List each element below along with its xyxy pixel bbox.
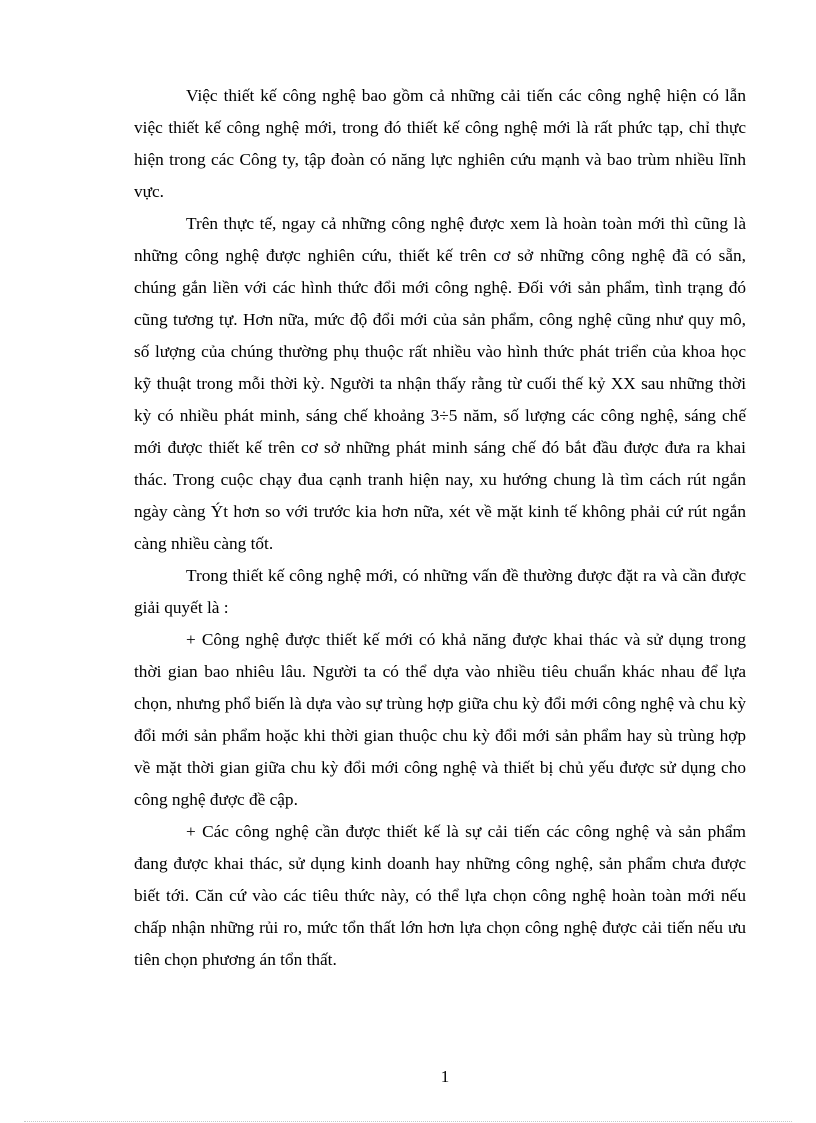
document-body xyxy=(134,80,746,976)
paragraph-4: + Công nghệ được thiết kế mới có khả năng được khai thác và sử dụng trong thời gian bao nhiêu lâu. Người ta có thể dựa vào nhiều tiêu chuẩn khác nhau để lựa chọn, nhưng phổ biến là dựa vào sự trùng hợp giữa chu kỳ đổi mới công nghệ và chu kỳ đổi mới sản phẩm hoặc khi thời gian thuộc chu kỳ đổi mới sản phẩm hay sù trùng hợp về mặt thời gian giữa chu kỳ đổi mới công nghệ và thiết bị chủ yếu được sử dụng cho công nghệ được đề cập. xyxy=(134,630,746,809)
page-number: 1 xyxy=(440,1067,450,1086)
paragraph-2: Trên thực tế, ngay cả những công nghệ được xem là hoàn toàn mới thì cũng là những công nghệ được nghiên cứu, thiết kế trên cơ sở những công nghệ đã có sẵn, chúng gắn liền với các hình thức đổi mới công nghệ. Đối với sản phẩm, tình trạng đó cũng tương tự. Hơn nữa, mức độ đổi mới của sản phẩm, công nghệ cũng như quy mô, số lượng của chúng thường phụ thuộc rất nhiều vào hình thức phát triển của khoa học kỹ thuật trong mỗi thời kỳ. Người ta nhận thấy rằng từ cuối thế kỷ XX sau những thời kỳ có nhiều phát minh, sáng chế khoảng 3÷5 năm, số lượng các công nghệ, sáng chế mới được thiết kế trên cơ sở những phát minh sáng chế đó bắt đầu được đưa ra khai thác. Trong cuộc chạy đua cạnh tranh hiện nay, xu hướng chung là tìm cách rút ngắn ngày càng Ýt hơn so với trước kia hơn nữa, xét về mặt kinh tế không phải cứ rút ngắn càng nhiều càng tốt. xyxy=(134,214,746,553)
paragraph-1: Việc thiết kế công nghệ bao gồm cả những cải tiến các công nghệ hiện có lẫn việc thiết kế công nghệ mới, trong đó thiết kế công nghệ mới là rất phức tạp, chỉ thực hiện trong các Công ty, tập đoàn có năng lực nghiên cứu mạnh và bao trùm nhiều lĩnh vực. xyxy=(134,86,746,201)
paragraph-5: + Các công nghệ cần được thiết kế là sự cải tiến các công nghệ và sản phẩm đang được khai thác, sử dụng kinh doanh hay những công nghệ, sản phẩm chưa được biết tới. Căn cứ vào các tiêu thức này, có thể lựa chọn công nghệ hoàn toàn mới nếu chấp nhận những rủi ro, mức tổn thất lớn hơn lựa chọn công nghệ được cải tiến nếu ưu tiên chọn phương án tổn thất. xyxy=(134,822,746,969)
paragraph-3: Trong thiết kế công nghệ mới, có những vấn đề thường được đặt ra và cần được giải quyết là : xyxy=(134,566,746,617)
footer-divider xyxy=(24,1121,792,1122)
